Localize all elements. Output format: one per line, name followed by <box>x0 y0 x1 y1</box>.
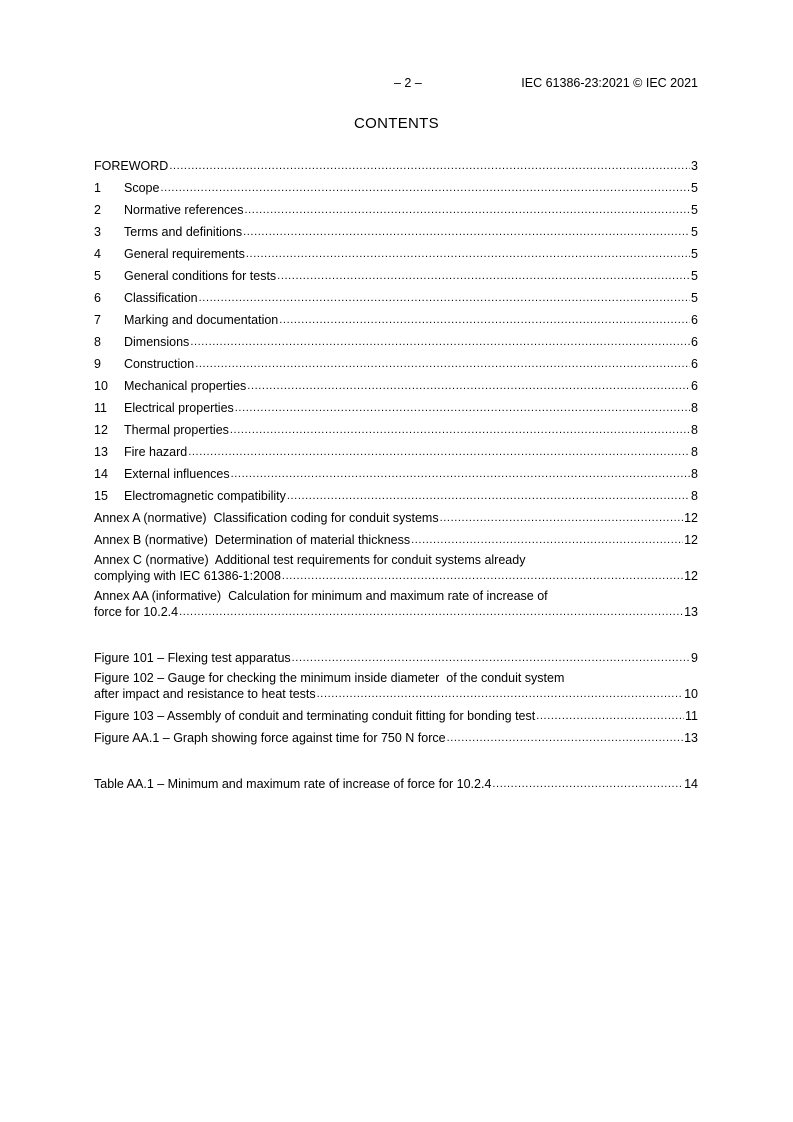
toc-entry-text: force for 10.2.4 <box>94 605 179 619</box>
toc-entry[interactable] <box>94 416 698 438</box>
toc-entry-page: 12 <box>684 533 698 547</box>
toc-entry[interactable] <box>94 196 698 218</box>
leader-dots <box>447 731 684 746</box>
document-reference: IEC 61386-23:2021 © IEC 2021 <box>521 76 698 90</box>
toc-entry-text: FOREWORD <box>94 159 169 173</box>
section-spacer <box>94 620 698 644</box>
toc-entry-page: 8 <box>691 489 698 503</box>
toc-entry[interactable] <box>94 240 698 262</box>
leader-dots <box>243 225 690 240</box>
page-number: – 2 – <box>394 76 422 90</box>
toc-entry-text: Normative references <box>124 203 244 217</box>
toc-entry[interactable] <box>94 218 698 240</box>
toc-entry-number: 6 <box>94 291 101 305</box>
toc-entry-page: 8 <box>691 401 698 415</box>
toc-entry-number: 9 <box>94 357 101 371</box>
toc-entry-text: Electrical properties <box>124 401 234 415</box>
toc-figure-entry[interactable] <box>94 666 698 702</box>
toc-entry-text: Scope <box>124 181 160 195</box>
leader-dots <box>245 203 691 218</box>
toc-entry[interactable] <box>94 284 698 306</box>
toc-entry-number: 8 <box>94 335 101 349</box>
toc-entry-text: Construction <box>124 357 195 371</box>
toc-entry-page: 10 <box>684 687 698 701</box>
leader-dots <box>492 777 683 792</box>
toc-entry-number: 7 <box>94 313 101 327</box>
leader-dots <box>190 335 690 350</box>
toc-entry-number: 2 <box>94 203 101 217</box>
toc-entry-number: 11 <box>94 401 107 415</box>
leader-dots <box>231 467 690 482</box>
toc-entry-page: 9 <box>691 651 698 665</box>
leader-dots <box>199 291 690 306</box>
toc-annex-entry[interactable] <box>94 504 698 526</box>
leader-dots <box>169 159 690 174</box>
toc-figure-entry[interactable] <box>94 702 698 724</box>
toc-entry[interactable] <box>94 460 698 482</box>
toc-entry-page: 6 <box>691 313 698 327</box>
toc-entry[interactable] <box>94 372 698 394</box>
toc-entry[interactable] <box>94 350 698 372</box>
toc-entry-text: Classification <box>124 291 198 305</box>
leader-dots <box>440 511 683 526</box>
toc-entry-number: 14 <box>94 467 108 481</box>
toc-entry-foreword[interactable] <box>94 152 698 174</box>
leader-dots <box>279 313 690 328</box>
toc-entry[interactable] <box>94 174 698 196</box>
toc-table-entry[interactable] <box>94 770 698 792</box>
toc-entry-page: 12 <box>684 511 698 525</box>
toc-entry-number: 12 <box>94 423 108 437</box>
leader-dots <box>188 445 690 460</box>
toc-entry-text: Annex A (normative) Classification coding for conduit systems <box>94 511 439 525</box>
toc-clauses <box>94 152 698 792</box>
toc-entry-page: 13 <box>684 731 698 745</box>
toc-entry-number: 1 <box>94 181 101 195</box>
toc-entry-page: 8 <box>691 467 698 481</box>
page-header <box>96 76 698 92</box>
toc-entry-page: 5 <box>691 225 698 239</box>
toc-entry-number: 3 <box>94 225 101 239</box>
toc-entry-text: Figure 103 – Assembly of conduit and terminating conduit fitting for bonding test <box>94 709 536 723</box>
leader-dots <box>287 489 690 504</box>
toc-entry-text: Figure 101 – Flexing test apparatus <box>94 651 291 665</box>
toc-entry-number: 5 <box>94 269 101 283</box>
toc-entry-page: 6 <box>691 357 698 371</box>
leader-dots <box>292 651 690 666</box>
toc-entry-page: 5 <box>691 291 698 305</box>
toc-entry[interactable] <box>94 482 698 504</box>
toc-entry-page: 5 <box>691 203 698 217</box>
toc-entry-text-line1: Annex C (normative) Additional test requirements for conduit systems already <box>94 553 526 567</box>
toc-entry-page: 12 <box>684 569 698 583</box>
toc-entry-text: Table AA.1 – Minimum and maximum rate of increase of force for 10.2.4 <box>94 777 492 791</box>
toc-entry[interactable] <box>94 394 698 416</box>
toc-entry[interactable] <box>94 328 698 350</box>
toc-entry-text: after impact and resistance to heat tests <box>94 687 316 701</box>
toc-annex-entry[interactable] <box>94 584 698 620</box>
toc-entry-page: 13 <box>684 605 698 619</box>
toc-entry-text: General conditions for tests <box>124 269 277 283</box>
toc-entry-number: 4 <box>94 247 101 261</box>
leader-dots <box>246 247 690 262</box>
toc-entry-text: General requirements <box>124 247 245 261</box>
toc-entry-text: complying with IEC 61386-1:2008 <box>94 569 281 583</box>
toc-entry-text-line1: Figure 102 – Gauge for checking the minimum inside diameter of the conduit system <box>94 671 565 685</box>
toc-entry-number: 10 <box>94 379 108 393</box>
toc-entry-text: Electromagnetic compatibility <box>124 489 286 503</box>
leader-dots <box>277 269 690 284</box>
toc-figure-entry[interactable] <box>94 644 698 666</box>
toc-entry-text: Fire hazard <box>124 445 188 459</box>
toc-entry-page: 5 <box>691 269 698 283</box>
toc-entry-text: External influences <box>124 467 230 481</box>
leader-dots <box>536 709 684 724</box>
toc-entry-page: 6 <box>691 379 698 393</box>
toc-entry-page: 3 <box>691 159 698 173</box>
toc-entry-page: 6 <box>691 335 698 349</box>
toc-entry-text: Figure AA.1 – Graph showing force against time for 750 N force <box>94 731 446 745</box>
leader-dots <box>195 357 690 372</box>
toc-entry-text: Marking and documentation <box>124 313 279 327</box>
leader-dots <box>317 687 683 702</box>
toc-entry-text: Annex B (normative) Determination of material thickness <box>94 533 411 547</box>
toc-entry-text: Terms and definitions <box>124 225 243 239</box>
leader-dots <box>247 379 690 394</box>
toc-entry-text: Dimensions <box>124 335 190 349</box>
toc-entry[interactable] <box>94 262 698 284</box>
toc-entry-page: 5 <box>691 181 698 195</box>
toc-entry-text-line1: Annex AA (informative) Calculation for minimum and maximum rate of increase of <box>94 589 548 603</box>
leader-dots <box>411 533 683 548</box>
toc-entry-page: 11 <box>685 709 698 723</box>
toc-entry[interactable] <box>94 438 698 460</box>
toc-entry-text: Mechanical properties <box>124 379 247 393</box>
toc-entry-number: 15 <box>94 489 108 503</box>
leader-dots <box>235 401 690 416</box>
section-spacer <box>94 746 698 770</box>
toc-annex-entry[interactable] <box>94 548 698 584</box>
toc-figure-entry[interactable] <box>94 724 698 746</box>
leader-dots <box>179 605 683 620</box>
toc-entry[interactable] <box>94 306 698 328</box>
leader-dots <box>230 423 690 438</box>
page-title: CONTENTS <box>354 115 439 132</box>
toc-entry-page: 8 <box>691 423 698 437</box>
toc-entry-number: 13 <box>94 445 108 459</box>
toc-entry-page: 14 <box>684 777 698 791</box>
leader-dots <box>160 181 690 196</box>
leader-dots <box>282 569 683 584</box>
toc-entry-text: Thermal properties <box>124 423 229 437</box>
toc-annex-entry[interactable] <box>94 526 698 548</box>
toc-entry-page: 5 <box>691 247 698 261</box>
toc-entry-page: 8 <box>691 445 698 459</box>
